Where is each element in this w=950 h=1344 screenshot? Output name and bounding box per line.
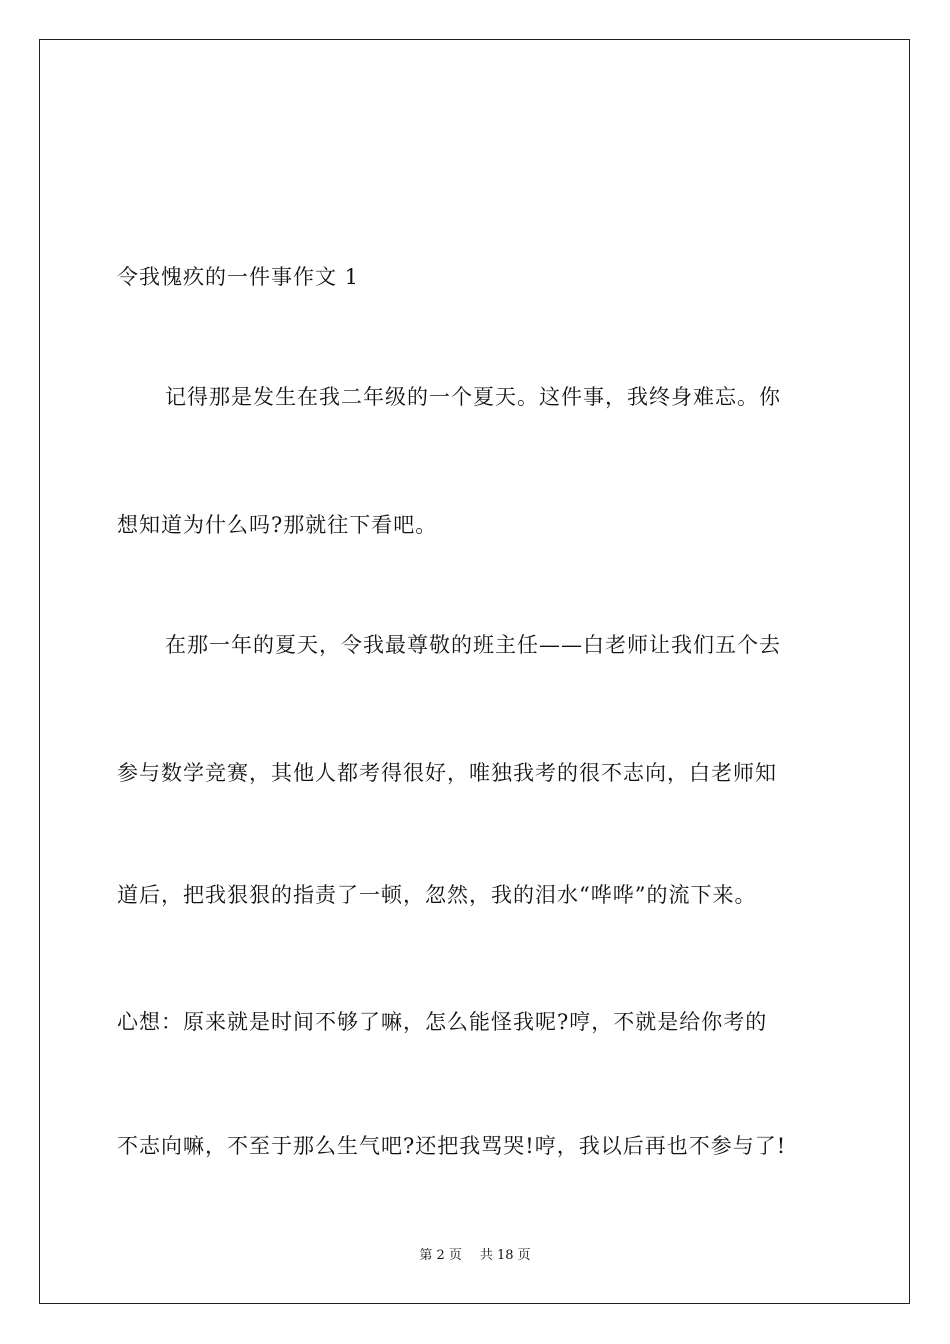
paragraph-1-line-1: 记得那是发生在我二年级的一个夏天。这件事，我终身难忘。你 (165, 385, 781, 409)
paragraph-2-line-1: 在那一年的夏天，令我最尊敬的班主任——白老师让我们五个去 (165, 633, 781, 657)
page-total: 共 18 页 (479, 1248, 531, 1263)
paragraph-2-line-4: 心想：原来就是时间不够了嘛，怎么能怪我呢?哼，不就是给你考的 (117, 1010, 768, 1034)
paragraph-1-line-2: 想知道为什么吗?那就往下看吧。 (117, 513, 438, 537)
page-border (39, 39, 910, 1304)
document-title: 令我愧疚的一件事作文 1 (117, 265, 360, 289)
page-number: 第 2 页 (419, 1248, 462, 1263)
page-footer (0, 1246, 950, 1266)
paragraph-2-line-5: 不志向嘛，不至于那么生气吧?还把我骂哭!哼，我以后再也不参与了! (117, 1134, 787, 1158)
paragraph-2-line-3: 道后，把我狠狠的指责了一顿，忽然，我的泪水“哗哗”的流下来。 (117, 883, 757, 907)
paragraph-2-line-2: 参与数学竞赛，其他人都考得很好，唯独我考的很不志向，白老师知 (117, 761, 777, 785)
